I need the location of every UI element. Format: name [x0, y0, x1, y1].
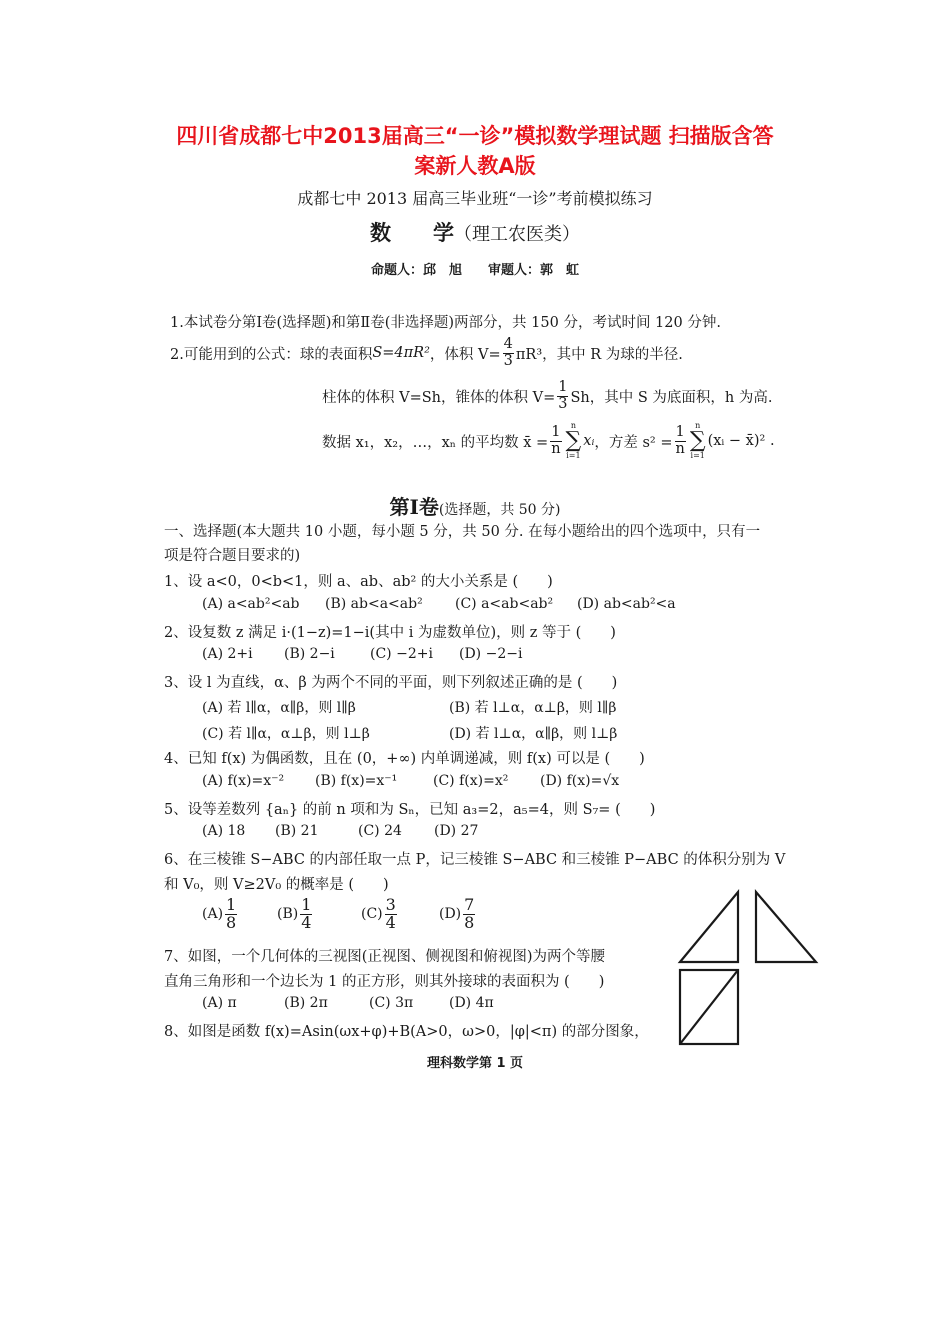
- question-4-stem: 4、已知 f(x) 为偶函数，且在 (0，+∞) 内单调递减，则 f(x) 可以是 ( ): [164, 751, 645, 767]
- question-6-stem-line-2: 和 V₀，则 V≥2V₀ 的概率是 ( ): [164, 877, 389, 893]
- question-7-option-c: (C) 3π: [369, 995, 414, 1011]
- question-4-option-d: (D) f(x)=√x: [540, 773, 620, 789]
- question-2-option-b: (B) 2−i: [284, 646, 335, 662]
- three-view-figure: [676, 888, 822, 1048]
- document-title-line-1: 四川省成都七中2013届高三“一诊”模拟数学理试题 扫描版含答: [176, 124, 774, 148]
- question-2-stem: 2、设复数 z 满足 i·(1−z)=1−i(其中 i 为虚数单位)，则 z 等于 ( ): [164, 625, 616, 641]
- question-7-option-b: (B) 2π: [284, 995, 328, 1011]
- question-3-option-d: (D) 若 l⊥α，α∥β，则 l⊥β: [449, 726, 618, 742]
- question-2-option-a: (A) 2+i: [202, 646, 253, 662]
- note-2: [170, 333, 683, 373]
- summation-sign: n ∑ i=1: [565, 421, 582, 460]
- note-2-tail: πR³，其中 R 为球的半径.: [515, 346, 683, 363]
- document-title-line-2: 案新人教A版: [414, 154, 536, 178]
- question-3-stem: 3、设 l 为直线，α、β 为两个不同的平面，则下列叙述正确的是 ( ): [164, 675, 618, 691]
- fraction-7-8: $\frac{7}{8}$: [464, 894, 475, 932]
- question-7-stem-line-1: 7、如图，一个几何体的三视图(正视图、侧视图和俯视图)为两个等腰: [164, 949, 606, 965]
- question-1-option-a: (A) a<ab²<ab: [202, 596, 300, 612]
- sum-term: xᵢ: [583, 433, 595, 449]
- question-1-option-d: (D) ab<ab²<a: [577, 596, 676, 612]
- question-7-stem-line-2: 直角三角形和一个边长为 1 的正方形，则其外接球的表面积为 ( ): [164, 974, 605, 990]
- front-view-triangle: [680, 892, 738, 962]
- question-2-option-c: (C) −2+i: [370, 646, 433, 662]
- exam-subject-heading: [0, 217, 950, 247]
- note-4-mid: ，方差 s² =: [594, 434, 673, 451]
- question-6-option-c: (C) $\frac{3}{4}$: [361, 894, 396, 932]
- question-3-option-a: (A) 若 l∥α，α∥β，则 l∥β: [202, 700, 356, 716]
- subject-name: 数 学: [370, 221, 454, 245]
- one-third-fraction: $\frac{1}{3}$: [558, 379, 568, 412]
- sphere-area-formula: S=4πR²: [372, 345, 430, 361]
- variance-term: (xᵢ − x̄)² .: [707, 433, 775, 449]
- summation-sign-2: n ∑ i=1: [689, 421, 706, 460]
- side-view-triangle: [756, 892, 816, 962]
- note-3: [322, 376, 772, 416]
- top-view-diagonal: [680, 970, 738, 1044]
- section-intro-line-1: 一、选择题(本大题共 10 小题，每小题 5 分，共 50 分. 在每小题给出的四个选项中，只有一: [164, 524, 761, 540]
- section-intro-line-2: 项是符合题目要求的): [164, 548, 301, 564]
- note-1: 1.本试卷分第Ⅰ卷(选择题)和第Ⅱ卷(非选择题)两部分，共 150 分，考试时间 120 分钟.: [170, 315, 721, 331]
- question-6-stem-line-1: 6、在三棱锥 S−ABC 的内部任取一点 P，记三棱锥 S−ABC 和三棱锥 P−ABC 的体积分别为 V: [164, 852, 786, 868]
- question-3-option-b: (B) 若 l⊥α，α⊥β，则 l∥β: [449, 700, 617, 716]
- question-5-option-a: (A) 18: [202, 823, 246, 839]
- note-4: [322, 419, 775, 463]
- note-3-tail: Sh，其中 S 为底面积，h 为高.: [570, 389, 773, 406]
- fraction-3-4: $\frac{3}{4}$: [385, 894, 396, 932]
- fraction-1-8: $\frac{1}{8}$: [226, 894, 237, 932]
- question-7-option-d: (D) 4π: [449, 995, 494, 1011]
- subject-type: （理工农医类）: [454, 224, 580, 245]
- fraction-1-4: $\frac{1}{4}$: [301, 894, 312, 932]
- question-5-option-b: (B) 21: [275, 823, 319, 839]
- note-4-prefix: 数据 x₁，x₂，…，xₙ 的平均数 x̄ =: [322, 434, 549, 451]
- exam-subtitle: 成都七中 2013 届高三毕业班“一诊”考前模拟练习: [297, 189, 653, 208]
- question-1-option-b: (B) ab<a<ab²: [325, 596, 423, 612]
- question-5-stem: 5、设等差数列 {aₙ} 的前 n 项和为 Sₙ，已知 a₃=2，a₅=4，则 S₇= ( ): [164, 802, 656, 818]
- question-8-stem: 8、如图是函数 f(x)=Asin(ωx+φ)+B(A>0，ω>0，|φ|<π) 的部分图象，: [164, 1024, 649, 1040]
- question-3-option-c: (C) 若 l∥α，α⊥β，则 l⊥β: [202, 726, 370, 742]
- exam-authors: 命题人：邱 旭 审题人：郭 虹: [370, 263, 579, 278]
- note-2-mid: ，体积 V=: [429, 346, 501, 363]
- question-5-option-c: (C) 24: [358, 823, 402, 839]
- question-4-option-b: (B) f(x)=x⁻¹: [315, 773, 398, 789]
- question-7-option-a: (A) π: [202, 995, 237, 1011]
- question-4-option-c: (C) f(x)=x²: [433, 773, 509, 789]
- question-6-option-b: (B) $\frac{1}{4}$: [277, 894, 312, 932]
- note-3-prefix: 柱体的体积 V=Sh，锥体的体积 V=: [322, 389, 556, 406]
- four-thirds-fraction: $\frac{4}{3}$: [503, 336, 513, 369]
- question-5-option-d: (D) 27: [434, 823, 479, 839]
- note-2-prefix: 2.可能用到的公式：球的表面积: [170, 346, 373, 363]
- page-footer: 理科数学第 1 页: [426, 1056, 524, 1071]
- one-over-n-fraction: $\frac{1}{n}$: [551, 424, 561, 457]
- part-1-note: (选择题，共 50 分): [438, 502, 561, 518]
- question-4-option-a: (A) f(x)=x⁻²: [202, 773, 285, 789]
- part-1-heading: [0, 491, 950, 520]
- question-1-option-c: (C) a<ab<ab²: [455, 596, 554, 612]
- question-2-option-d: (D) −2−i: [459, 646, 523, 662]
- question-1-stem: 1、设 a<0，0<b<1，则 a、ab、ab² 的大小关系是 ( ): [164, 574, 553, 590]
- part-1-title: 第Ⅰ卷: [389, 495, 439, 519]
- question-6-option-a: (A) $\frac{1}{8}$: [202, 894, 237, 932]
- question-6-option-d: (D) $\frac{7}{8}$: [439, 894, 475, 932]
- one-over-n-fraction-2: $\frac{1}{n}$: [675, 424, 685, 457]
